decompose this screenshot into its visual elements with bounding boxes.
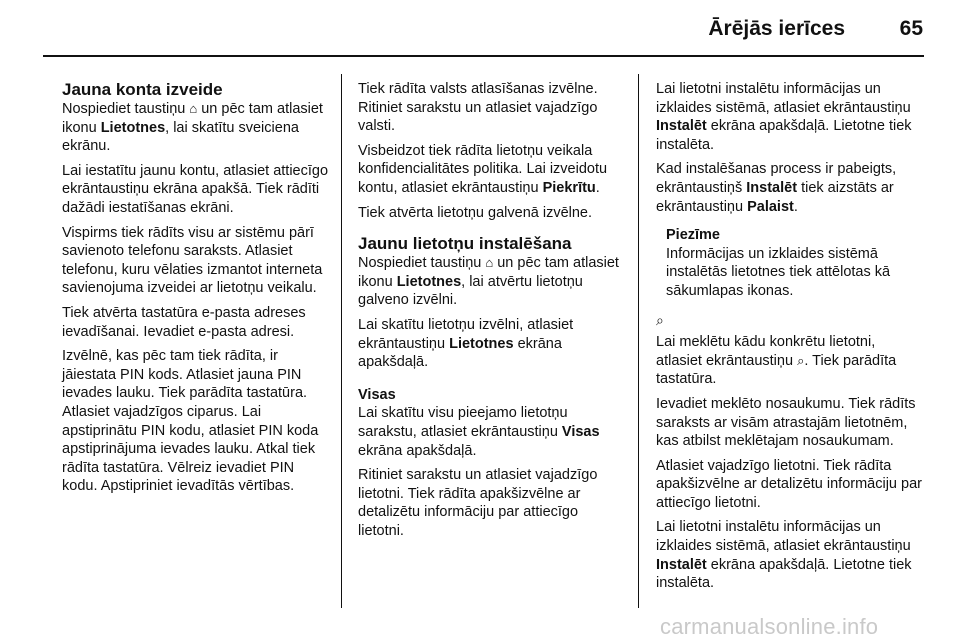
paragraph: Atlasiet vajadzīgo lietotni. Tiek rādīta apakšizvēlne ar detalizētu informāciju par attiecīgo lietotni. (656, 457, 922, 511)
column-1 (62, 80, 330, 502)
column-2 (358, 80, 624, 546)
paragraph: Lai lietotni instalētu informācijas un izklaides sistēmā, atlasiet ekrāntaustiņu Instalēt ekrāna apakšdaļā. Lietotne tiek instalēta. (656, 81, 912, 153)
paragraph: Tiek atvērta lietotņu galvenā izvēlne. (358, 204, 593, 221)
column-3 (656, 80, 924, 599)
subheading-all: Visas (358, 386, 396, 403)
section-heading-install-apps: Jaunu lietotņu instalēšana (358, 234, 572, 254)
watermark: carmanualsonline.info (660, 614, 879, 639)
page-number: 65 (899, 17, 923, 40)
paragraph: Kad instalēšanas process ir pabeigts, ekrāntaustiņš Instalēt tiek aizstāts ar ekrāntaustiņu Palaist. (656, 161, 897, 215)
search-icon: ⌕ (797, 352, 805, 368)
home-icon: ⌂ (189, 101, 198, 116)
paragraph: Vispirms tiek rādīts visu ar sistēmu pārī savienoto telefonu saraksts. Atlasiet telefonu, kuru vēlaties izmantot interneta savienojuma izveidei ar lietotņu veikalu. (62, 224, 323, 297)
paragraph: Lai skatītu lietotņu izvēlni, atlasiet ekrāntaustiņu Lietotnes ekrāna apakšdaļā. (358, 316, 574, 371)
paragraph: Lai meklētu kādu konkrētu lietotni, atlasiet ekrāntaustiņu ⌕. Tiek parādīta tastatūra. (656, 334, 897, 388)
paragraph: Izvēlnē, kas pēc tam tiek rādīta, ir jāiestata PIN kods. Atlasiet jauna PIN ievades lauku. Tiek parādīta tastatūra. Atlasiet vajadzīgos ciparus. Lai apstiprinātu PIN kodu, atlasiet PIN koda apstiprinājuma ievades lauku. Atkal tiek rādīta tastatūra. Vēlreiz ievadiet PIN kodu. Apstipriniet ievadītās vērtības. (62, 348, 319, 495)
paragraph: Lai iestatītu jaunu kontu, atlasiet attiecīgo ekrāntaustiņu ekrāna apakšā. Tiek rādīti dažādi iestatīšanas ekrāni. (62, 162, 329, 216)
paragraph: Nospiediet taustiņu ⌂ un pēc tam atlasiet ikonu Lietotnes, lai skatītu sveiciena ekrānu. (62, 101, 323, 155)
home-icon: ⌂ (485, 255, 494, 271)
column-divider-1 (341, 74, 342, 608)
search-icon: ⌕ (656, 311, 664, 328)
paragraph: Tiek rādīta valsts atlasīšanas izvēlne. Ritiniet sarakstu un atlasiet vajadzīgo valsti. (358, 81, 598, 135)
paragraph: Ritiniet sarakstu un atlasiet vajadzīgo lietotni. Tiek rādīta apakšizvēlne ar detalizētu informāciju par attiecīgo lietotni. (358, 467, 598, 539)
header-rule (43, 55, 924, 57)
paragraph: Nospiediet taustiņu ⌂ un pēc tam atlasiet ikonu Lietotnes, lai atvērtu lietotņu galveno izvēlni. (358, 255, 619, 309)
paragraph: Lai skatītu visu pieejamo lietotņu sarakstu, atlasiet ekrāntaustiņu Visas ekrāna apakšdaļā. (358, 405, 600, 459)
note-box (666, 226, 924, 300)
paragraph: Lai lietotni instalētu informācijas un izklaides sistēmā, atlasiet ekrāntaustiņu Instalēt ekrāna apakšdaļā. Lietotne tiek instalēta. (656, 519, 912, 592)
note-title: Piezīme (666, 227, 720, 244)
section-heading-new-account: Jauna konta izveide (62, 80, 223, 99)
paragraph: Ievadiet meklēto nosaukumu. Tiek rādīts saraksts ar visām atrastajām lietotnēm, kas atbilst meklētajam nosaukumam. (656, 395, 916, 450)
page-header-title: Ārējās ierīces (708, 17, 845, 40)
note-text: Informācijas un izklaides sistēmā instalētās lietotnes tiek attēlotas kā sākumlapas ikonas. (666, 245, 891, 299)
paragraph: Tiek atvērta tastatūra e-pasta adreses ievadīšanai. Ievadiet e-pasta adresi. (62, 304, 306, 340)
paragraph: Visbeidzot tiek rādīta lietotņu veikala konfidencialitātes politika. Lai izveidotu kontu, atlasiet ekrāntaustiņu Piekrītu. (358, 142, 608, 196)
column-divider-2 (638, 74, 639, 608)
